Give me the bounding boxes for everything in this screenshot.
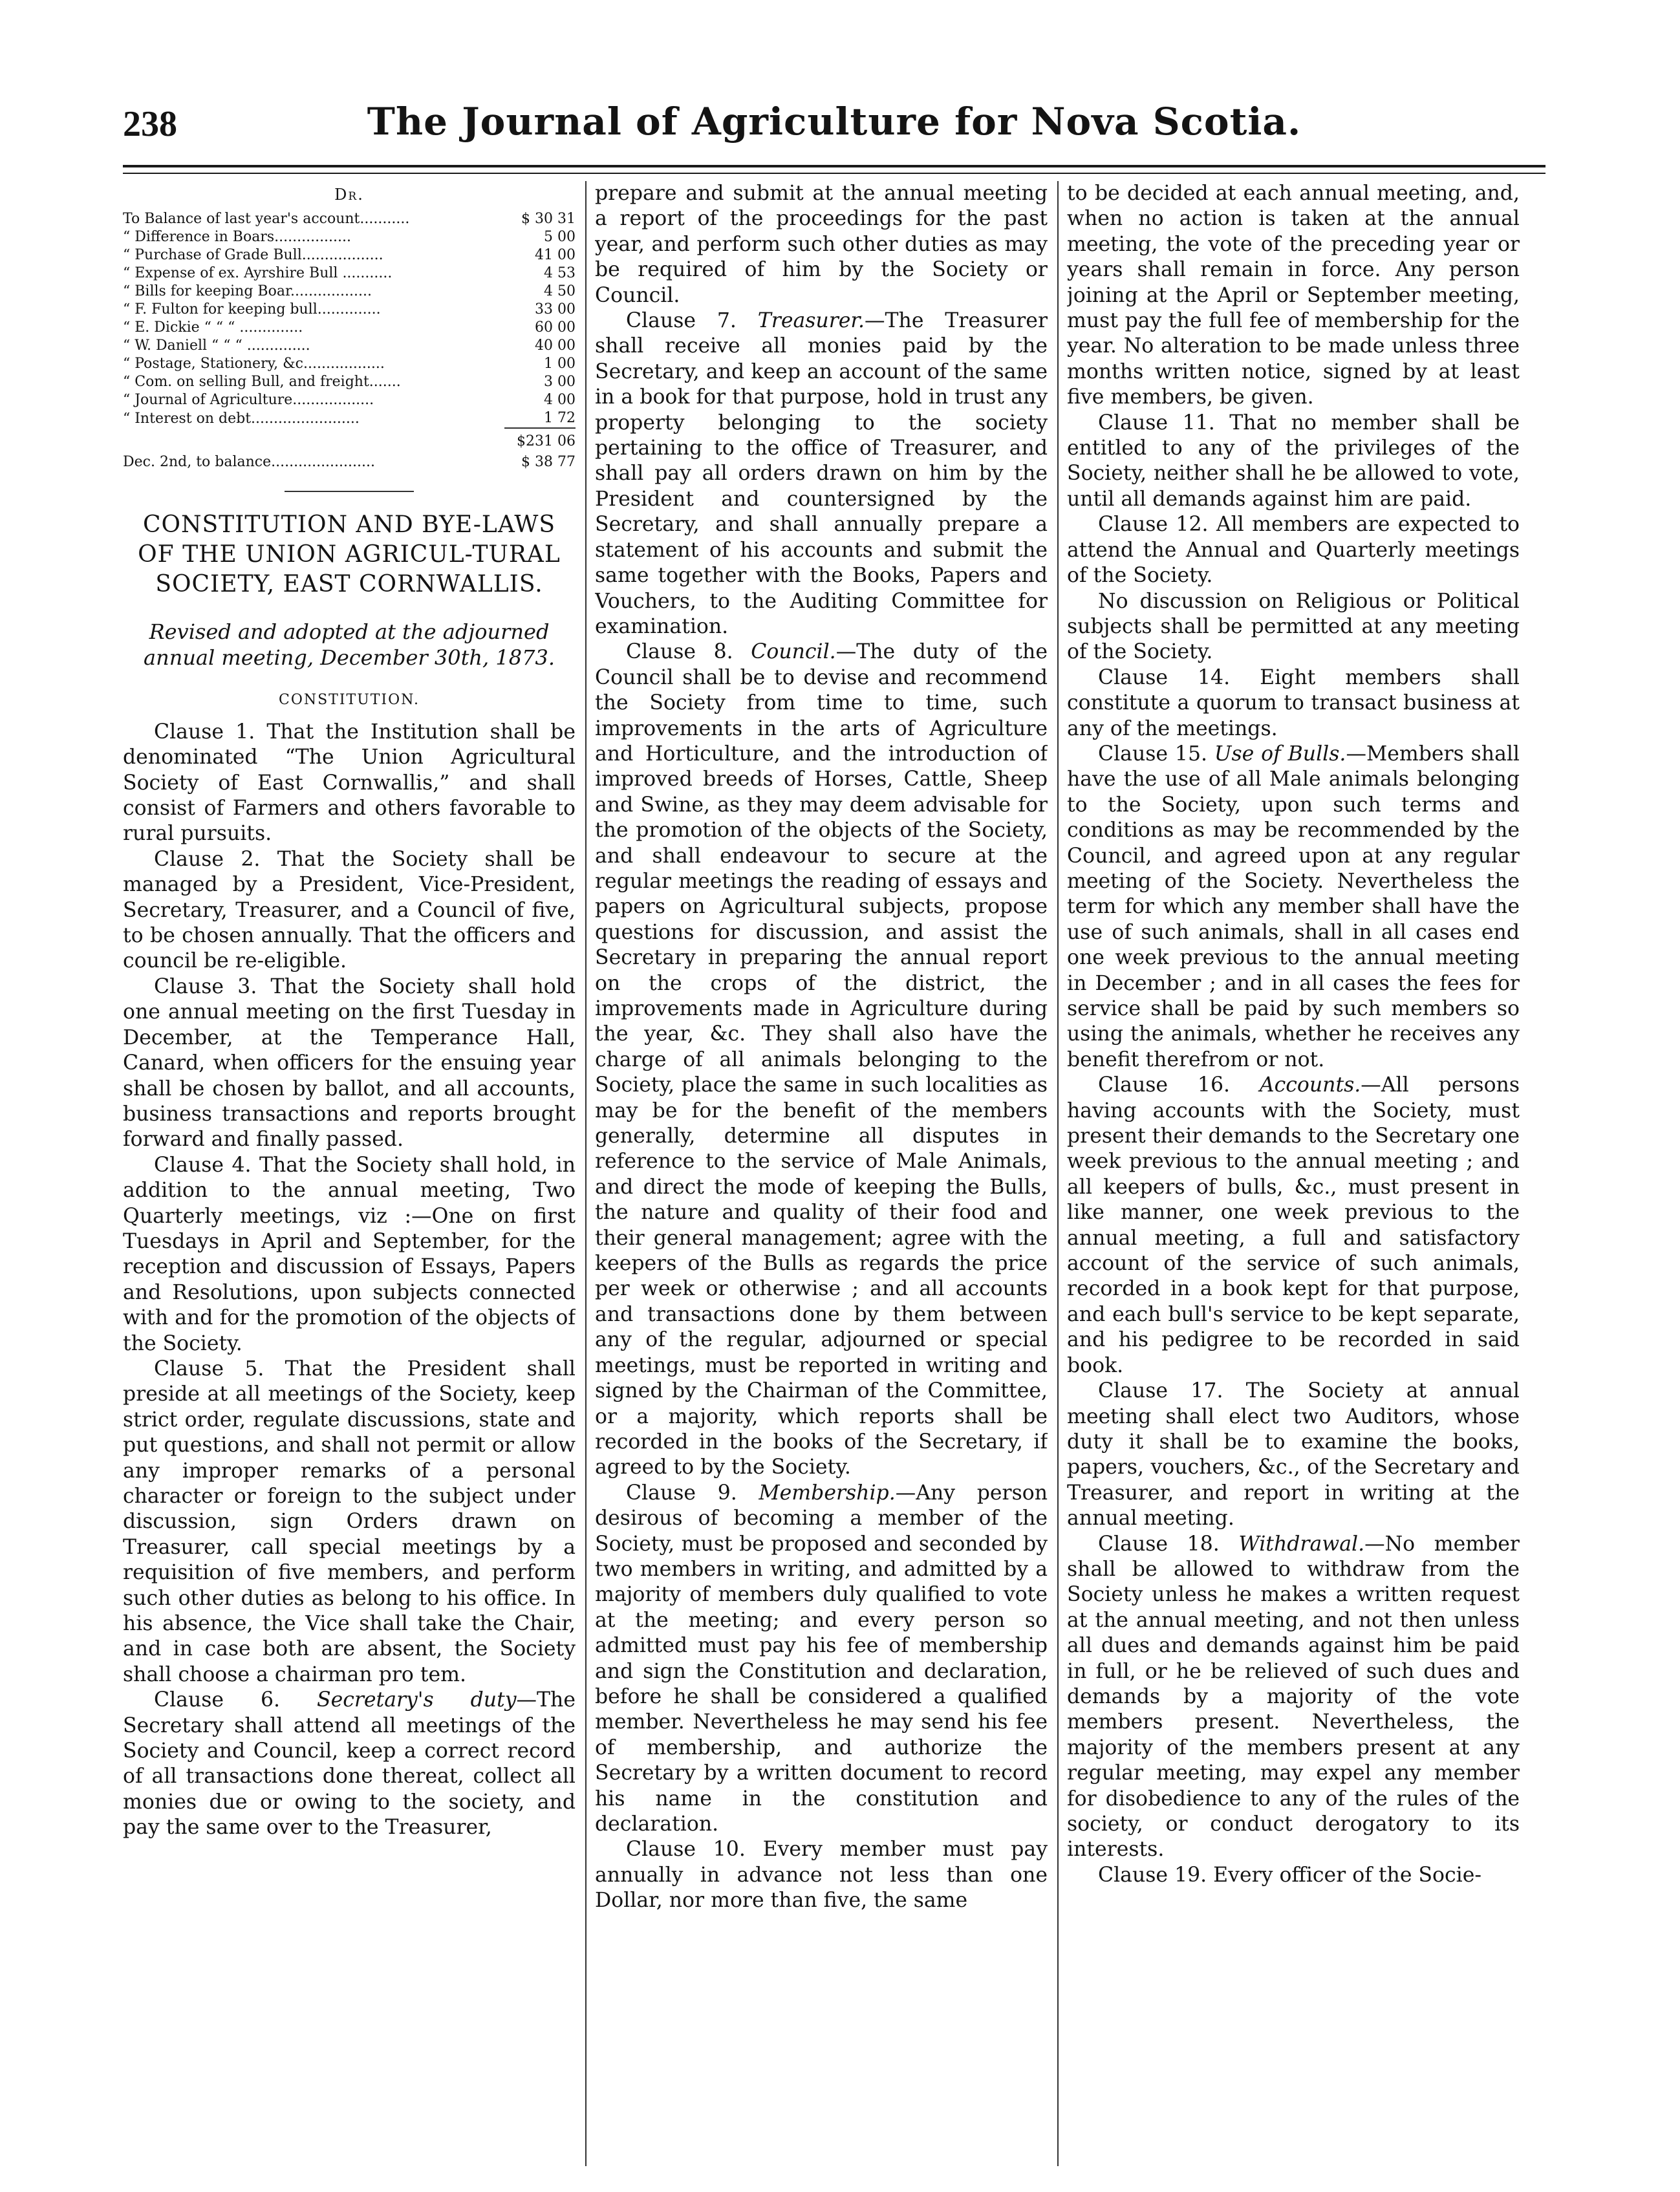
account-row-desc: “ Expense of ex. Ayrshire Bull ...........: [123, 265, 393, 282]
clause-label: Clause 7.: [626, 309, 758, 333]
account-row-desc: “ E. Dickie “ “ “ ..............: [123, 319, 303, 336]
account-balance: $ 38 77: [521, 454, 576, 471]
account-row-desc: “ W. Daniell “ “ “ ..............: [123, 338, 310, 354]
clause-title: Withdrawal.: [1238, 1532, 1365, 1556]
account-table: [123, 210, 576, 471]
clause-19: Clause 19. Every officer of the Socie-: [1098, 1863, 1482, 1887]
account-row: [123, 301, 576, 319]
account-row: [123, 283, 576, 301]
header-rule-thin: [123, 173, 1545, 174]
account-row-amount: 60 00: [535, 319, 576, 336]
clause-text: —The Secretary shall attend all meetings of the Society and Council, keep a correct record of all transactions done thereat, collect all monies due or owing to the society, and pay the same over to the Treasurer,: [123, 1688, 576, 1840]
clause-2: Clause 2. That the Society shall be managed by a President, Vice-President, Secretary, Treasurer, and a Council of five, to be chosen annually. That the officers and council be re-eligible.: [123, 847, 576, 973]
account-row-amount: 40 00: [535, 338, 576, 354]
clause-label: Clause 15.: [1098, 742, 1214, 766]
clause-text: —All persons having accounts with the Society, must present their demands to the Secretary one week previous to the annual meeting ; and all keepers of bulls, &c., must present in like manner, one week previous to the annual meeting, a full and satisfactory account of the service of such animals, recorded in a book kept for that purpose, and each bull's service to be kept separate, and his pedigree to be recorded in said book.: [1067, 1073, 1520, 1377]
account-balance-row: [123, 451, 576, 471]
account-row-desc: “ Interest on debt........................: [123, 411, 360, 427]
clause-text: —No member shall be allowed to withdraw from the Society unless he makes a written request at the annual meeting, and not then unless all dues and demands against him be paid in full, or he be relieved of such dues and demands by a majority of the vote members present. Nevertheless, the majority of the members present at any regular meeting, may expel any member for disobedience to any of the rules of the society, or conduct derogatory to its interests.: [1067, 1532, 1520, 1862]
account-row: [123, 246, 576, 264]
account-row-desc: To Balance of last year's account...........: [123, 211, 410, 228]
account-row-amount: 41 00: [535, 247, 576, 264]
clause-5: Clause 5. That the President shall preside at all meetings of the Society, keep strict order, regulate discussions, state and put questions, and shall not permit or allow any improper remarks of a personal character or foreign to the subject under discussion, sign Orders drawn on Treasurer, call special meetings by a requisition of five members, and perform such other duties as belong to his office. In his absence, the Vice shall take the Chair, and in case both are absent, the Society shall choose a chairman pro tem.: [123, 1357, 576, 1686]
account-row-desc: “ Difference in Boars.................: [123, 229, 352, 246]
clause-title: Use of Bulls.: [1214, 742, 1346, 766]
account-balance-label: Dec. 2nd, to balance.......................: [123, 454, 375, 471]
clause-text: —The duty of the Council shall be to devise and recommend the Society from time to time, such improvements in the arts of Agriculture and Horticulture, and the introduction of improved breeds of Horses, Cattle, Sheep and Swine, as they may deem advisable for the promotion of the objects of the Society, and shall endeavour to secure at the regular meetings the reading of essays and papers on Agricultural subjects, propose questions for discussion, and assist the Secretary in preparing the annual report on the crops of the district, the improvements made in Agriculture during the year, &c. They shall also have the charge of all animals belonging to the Society, place the same in such localities as may be for the benefit of the members generally, determine all disputes in reference to the service of Male Animals, and direct the mode of keeping the Bulls, the nature and quality of their food and their general management; agree with the keepers of the Bulls as regards the price per week or otherwise ; and all accounts and transactions done by them between any of the regular, adjourned or special meetings, must be reported in writing and signed by the Chairman of the Committee, or a majority, which reports shall be recorded in the books of the Secretary, if agreed to by the Society.: [595, 640, 1048, 1479]
clause-15: [1067, 742, 1520, 1073]
account-row: [123, 210, 576, 228]
clause-1: Clause 1. That the Institution shall be denominated “The Union Agricultural Society of East Cornwallis,” and shall consist of Farmers and others favorable to rural pursuits.: [123, 720, 576, 846]
clause-text: —The Treasurer shall receive all monies paid by the Secretary, and keep an account of the same in a book for that purpose, hold in trust any property belonging to the society pertaining to the office of Treasurer, and shall pay all orders drawn on him by the President and countersigned by the Secretary, and shall annually prepare a statement of his accounts and submit the same together with the Books, Papers and Vouchers, to the Auditing Committee for examination.: [595, 309, 1048, 638]
account-row: [123, 373, 576, 391]
account-row-desc: “ Bills for keeping Boar..................: [123, 283, 372, 300]
clause-title: Membership.: [759, 1481, 896, 1505]
account-row: [123, 337, 576, 355]
column-3: [1067, 181, 1520, 2173]
clause-label: Clause 9.: [626, 1481, 759, 1505]
clause-title: Accounts.: [1259, 1073, 1361, 1097]
account-heading: Dr.: [334, 186, 364, 204]
account-row-amount: $ 30 31: [521, 211, 576, 228]
clause-text: —Members shall have the use of all Male animals belonging to the Society, upon such terms and conditions as may be recommended by the Council, and agreed upon at any regular meeting of the Society. Nevertheless the term for which any member shall have the use of such animals, shall in all cases end one week previous to the annual meeting in December ; and in all cases the fees for service shall be paid by such members so using the animals, whether he receives any benefit therefrom or not.: [1067, 742, 1520, 1071]
clause-13: No discussion on Religious or Political subjects shall be permitted at any meeting of the Society.: [1067, 589, 1520, 664]
clause-9: [595, 1481, 1048, 1838]
clause-label: Clause 8.: [626, 640, 751, 664]
section-divider: [285, 491, 414, 492]
account-row-amount: 4 00: [544, 392, 576, 409]
account-row-desc: “ Postage, Stationery, &c..................: [123, 356, 385, 372]
account-row-desc: “ Journal of Agriculture..................: [123, 392, 374, 409]
clause-16: [1067, 1073, 1520, 1379]
account-row-amount: 33 00: [535, 301, 576, 318]
column-2: [595, 181, 1048, 2173]
clause-6: [123, 1688, 576, 1840]
account-total-row: [123, 428, 576, 451]
clause-label: Clause 6.: [154, 1688, 317, 1712]
column-divider: [1057, 181, 1059, 2166]
clause-12: Clause 12. All members are expected to attend the Annual and Quarterly meetings of the Society.: [1067, 513, 1520, 588]
account-row-amount: 1 00: [544, 356, 576, 372]
account-row-amount: 5 00: [544, 229, 576, 246]
account-row: [123, 264, 576, 283]
account-row-desc: “ Com. on selling Bull, and freight.......: [123, 374, 401, 391]
clause-18: [1067, 1532, 1520, 1863]
column-1: [123, 181, 576, 2173]
account-row-desc: “ Purchase of Grade Bull..................: [123, 247, 383, 264]
clause-title: Secretary's duty: [317, 1688, 517, 1712]
clause-7: [595, 308, 1048, 639]
account-row: [123, 391, 576, 409]
clause-4: Clause 4. That the Society shall hold, in addition to the annual meeting, Two Quarterly meetings, viz :—One on first Tuesdays in April and September, for the reception and discussion of Essays, Papers and Resolutions, upon subjects connected with and for the promotion of the objects of the Society.: [123, 1153, 576, 1355]
page-number: 238: [123, 104, 177, 144]
clause-14: Clause 14. Eight members shall constitute a quorum to transact business at any of the meetings.: [1067, 665, 1520, 740]
clause-10-continued: to be decided at each annual meeting, and, when no action is taken at the annual meeting, the vote of the preceding year or years shall remain in force. Any person joining at the April or September meeting, must pay the full fee of membership for the year. No alteration to be made unless three months written notice, signed by at least five members, be given.: [1067, 182, 1520, 409]
clause-title: Council.: [751, 640, 836, 664]
header-rule: [123, 165, 1545, 167]
column-divider: [585, 181, 587, 2166]
clause-8: [595, 639, 1048, 1480]
clause-text: —Any person desirous of becoming a member of the Society, must be proposed and seconded by two members in writing, and admitted by a majority of members duly qualified to vote at the meeting; and every person so admitted must pay his fee of membership and sign the Constitution and declaration, before he shall be considered a qualified member. Nevertheless he may send his fee of membership, and authorize the Secretary by a written document to record his name in the constitution and declaration.: [595, 1481, 1048, 1836]
clause-3: Clause 3. That the Society shall hold one annual meeting on the first Tuesday in December, at the Temperance Hall, Canard, when officers for the ensuing year shall be chosen by ballot, and all accounts, business transactions and reports brought forward and finally passed.: [123, 974, 576, 1152]
account-row-desc: “ F. Fulton for keeping bull..............: [123, 301, 381, 318]
account-row-amount: 3 00: [544, 374, 576, 391]
article-title: CONSTITUTION AND BYE-LAWS OF THE UNION AGRICUL-TURAL SOCIETY, EAST CORNWALLIS.: [138, 511, 561, 598]
clause-6-continued: prepare and submit at the annual meeting a report of the proceedings for the past year, and perform such other duties as may be required of him by the Society or Council.: [595, 182, 1048, 307]
clause-11: Clause 11. That no member shall be entitled to any of the privileges of the Society, neither shall he be allowed to vote, until all demands against him are paid.: [1067, 411, 1520, 511]
account-row: [123, 319, 576, 337]
account-total: $231 06: [504, 428, 576, 451]
account-row-amount: 1 72: [544, 410, 576, 427]
article-subtitle: Revised and adopted at the adjourned annual meeting, December 30th, 1873.: [144, 619, 555, 671]
account-row-amount: 4 50: [544, 283, 576, 300]
account-row: [123, 409, 576, 428]
account-row: [123, 355, 576, 373]
page-header: [123, 97, 1545, 155]
section-heading: CONSTITUTION.: [278, 692, 420, 709]
running-title: The Journal of Agriculture for Nova Scotia.: [367, 100, 1302, 144]
account-row: [123, 228, 576, 246]
clause-label: Clause 18.: [1098, 1532, 1239, 1556]
account-row-amount: 4 53: [544, 265, 576, 282]
clause-17: Clause 17. The Society at annual meeting shall elect two Auditors, whose duty it shall be to examine the books, papers, vouchers, &c., of the Secretary and Treasurer, and report in writing at the annual meeting.: [1067, 1379, 1520, 1531]
clause-label: Clause 16.: [1098, 1073, 1260, 1097]
clause-title: Treasurer.: [757, 309, 865, 333]
clause-10: Clause 10. Every member must pay annually in advance not less than one Dollar, nor more than five, the same: [595, 1838, 1048, 1913]
